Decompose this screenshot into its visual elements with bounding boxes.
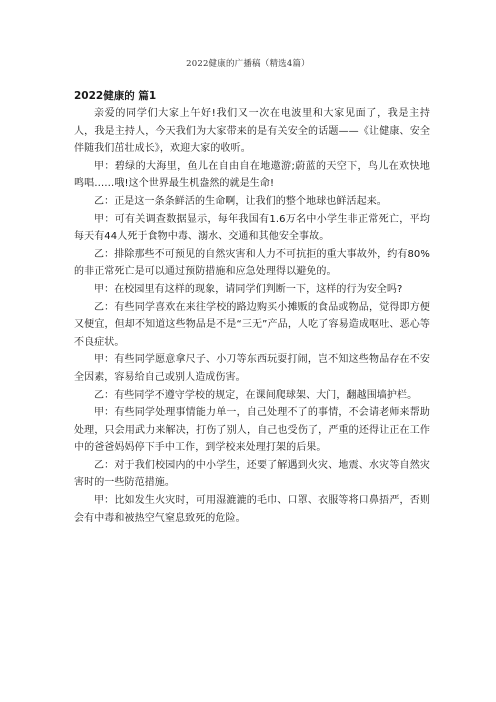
paragraph: 甲：碧绿的大海里，鱼儿在自由自在地遨游;蔚蓝的天空下，鸟儿在欢快地鸣唱……哦!这个世界最生机盎然的就是生命! <box>74 160 430 190</box>
paragraph: 乙：排除那些不可预见的自然灾害和人力不可抗拒的重大事故外，约有80%的非正常死亡是可以通过预防措施和应急处理得以避免的。 <box>74 248 430 278</box>
document-header-title: 2022健康的广播稿（精选4篇） <box>186 59 310 69</box>
paragraph: 甲：有些同学愿意拿尺子、小刀等东西玩耍打闹，岂不知这些物品存在不安全因素，容易给自己或别人造成伤害。 <box>74 354 430 383</box>
paragraph: 乙：有些同学不遵守学校的规定，在课间爬球架、大门，翻越围墙护栏。 <box>94 389 418 401</box>
paragraph: 甲：可有关调查数据显示，每年我国有1.6万名中小学生非正常死亡，平均每天有44人死于食物中毒、溺水、交通和其他安全事故。 <box>74 213 430 243</box>
paragraph: 乙：正是这一条条鲜活的生命啊，让我们的整个地球也鲜活起来。 <box>94 195 387 207</box>
paragraph: 甲：在校园里有这样的现象，请同学们判断一下，这样的行为安全吗? <box>94 283 403 295</box>
document-body <box>74 88 430 527</box>
section-title: 2022健康的 篇1 <box>74 90 157 102</box>
paragraph: 乙：对于我们校园内的中小学生，还要了解遇到火灾、地震、水灾等自然灾害时的一些防范措施。 <box>74 459 430 489</box>
paragraph: 亲爱的同学们大家上午好!我们又一次在电波里和大家见面了，我是主持人，我是主持人，今天我们为大家带来的是有关安全的话题——《让健康、安全伴随我们茁壮成长》，欢迎大家的收听。 <box>74 108 430 155</box>
paragraph: 甲：有些同学处理事情能力单一，自己处理不了的事情，不会请老师来帮助处理，只会用武力来解决，打伤了别人，自己也受伤了，严重的还得让正在工作中的爸爸妈妈停下手中工作，到学校来处理打架的后果。 <box>74 407 430 454</box>
paragraph: 乙：有些同学喜欢在来往学校的路边购买小摊贩的食品或物品，觉得即方便又便宜，但却不知道这些物品是不是“三无”产品，人吃了容易造成呕吐、恶心等不良症状。 <box>74 301 430 348</box>
paragraph: 甲：比如发生火灾时，可用湿漉漉的毛巾、口罩、衣服等将口鼻捂严，否则会有中毒和被热空气窒息致死的危险。 <box>74 495 430 524</box>
